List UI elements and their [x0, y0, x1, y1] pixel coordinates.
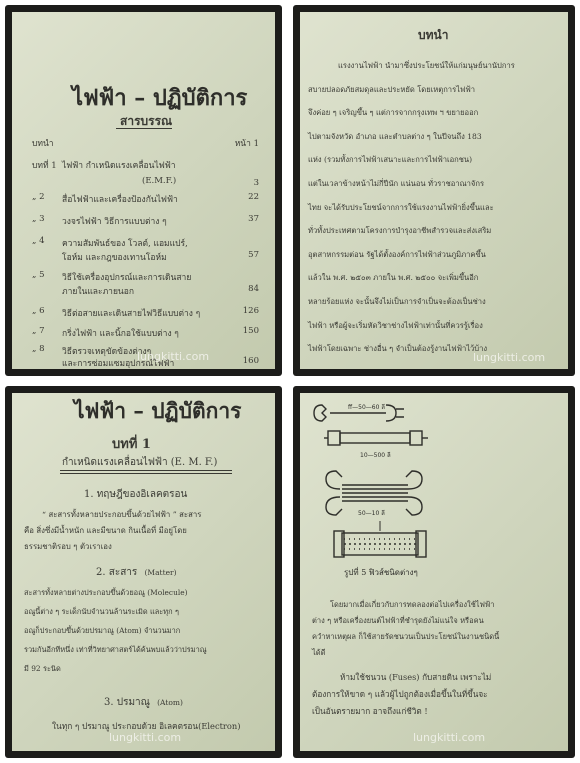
- body-line: แรงงานไฟฟ้า นำมาซึ่งประโยชน์ให้แก่มนุษย์นานัปการ: [338, 61, 515, 70]
- chapter-underline-2: [60, 473, 232, 474]
- body-line: รวมกันอีกทีหนึ่ง เท่าที่วิทยาศาสตร์ได้ค้นพบแล้วว่าปรมาณู: [24, 645, 207, 654]
- body-line: ไปตามจังหวัด อำเภอ และตำบลต่าง ๆ ในปีจนถึง 183: [308, 131, 482, 141]
- body-line: ธรรมชาติรอบ ๆ ตัวเราเอง: [24, 542, 112, 551]
- toc-label-line2: ภายในและภายนอก: [62, 287, 134, 297]
- body-line: แต่ในเวลาข้างหน้าไม่กี่ปีนัก แน่นอน ทั่วราชอาณาจักร: [308, 179, 485, 188]
- toc-label-line2: และการซ่อมแซมอุปกรณ์ไฟฟ้า: [62, 359, 175, 369]
- section-2-title: [96, 565, 177, 580]
- section-3-title: [104, 695, 183, 710]
- fuse-1-label: ff—50—60 ลี: [348, 404, 385, 411]
- toc-number: „ 7: [32, 326, 45, 336]
- body-line: จึงค่อย ๆ เจริญขึ้น ๆ แต่การจากกรุงเทพ ฯ ขยายออก: [308, 108, 479, 118]
- body-line: ไฟฟ้า หรือผู้จะเริ่มหัดวิชาช่างไฟฟ้าเท่านั้นที่ควรรู้เรื่อง: [308, 320, 483, 330]
- body-line: ต่าง ๆ หรือเครื่องยนต์ไฟฟ้าที่ชำรุดยังไม่แน่ใจ หรือคน: [312, 616, 484, 625]
- body-line: โดยมากเมื่อเกี่ยวกับการทดลองต่อไปเครื่องใช้ไฟฟ้า: [330, 600, 495, 609]
- body-line: มี 92 ระนิด: [24, 664, 61, 673]
- toc-label: ไฟฟ้า กำเหนิดแรงเคลื่อนไฟฟ้า: [62, 161, 176, 171]
- toc-label: วิธีใช้เครื่องอุปกรณ์และการเดินสาย: [62, 273, 192, 283]
- toc-page: 37: [248, 214, 259, 224]
- body-line: อณูก็ประกอบขึ้นด้วยปรมาณู (Atom) จำนวนมาก: [24, 626, 181, 635]
- watermark: lungkitti.com: [473, 351, 546, 364]
- page-panel-fuses: [293, 386, 575, 758]
- col-intro: บทนำ: [32, 139, 54, 149]
- toc-page: 150: [242, 326, 259, 336]
- page-panel-introduction: [293, 5, 575, 376]
- toc-label-line2: โอห์ม และกฎของเทานโอห์ม: [62, 253, 167, 263]
- toc-number: „ 6: [32, 306, 45, 316]
- section-2-title-text: 2. สะสาร: [96, 567, 138, 578]
- section-2-english: (Matter): [144, 568, 177, 577]
- toc-page: 22: [248, 192, 259, 202]
- toc-label: ความสัมพันธ์ของ โวลต์, แอมแปร์,: [62, 239, 188, 249]
- toc-number: บทที่ 1: [32, 161, 57, 171]
- col-page: หน้า 1: [234, 139, 259, 149]
- toc-page: 57: [248, 250, 259, 260]
- toc-label: สื่อไฟฟ้าและเครื่องป้องกันไฟฟ้า: [62, 195, 178, 205]
- fuse-2-label: 10—500 ลี: [360, 452, 391, 459]
- toc-row-5: [32, 270, 259, 298]
- toc-row-1: [32, 158, 259, 190]
- body-line: ได้ดี: [312, 648, 326, 657]
- toc-row-4: [32, 236, 259, 264]
- toc-number: „ 2: [32, 192, 45, 202]
- body-line: ไทย จะได้รับประโยชน์จากการใช้แรงงานไฟฟ้ายิ่งขึ้นและ: [308, 202, 494, 212]
- contents-underline: [116, 128, 172, 129]
- paper-contents: [12, 12, 275, 369]
- body-line: อณูนี้ต่าง ๆ ระเด็กนับจำนวนล้านระเมิด และทุก ๆ: [24, 607, 179, 616]
- body-line: ไฟฟ้าโดยเฉพาะ ช่างอื่น ๆ จำเป็นต้องรู้งานไฟฟ้าไว้บ้าง: [308, 344, 488, 354]
- toc-row-3: [32, 214, 259, 230]
- page-panel-chapter-1: [5, 386, 282, 758]
- body-line: เป็นอันตรายมาก อาจถึงแก่ชีวิต !: [312, 706, 428, 716]
- section-3-line: ในทุก ๆ ปรมาณู ประกอบด้วย อิเลคตรอน(Electron): [52, 721, 241, 731]
- intro-heading: บทนำ: [418, 28, 449, 42]
- watermark: lungkitti.com: [137, 350, 210, 363]
- body-line: หลายร้อยแห่ง จะนั้นจึงไม่เป็นการจำเป็นจะต้องเป็นช่าง: [308, 297, 486, 306]
- body-line: แล้วใน พ.ศ. ๒๕๐๓ ภายใน พ.ศ. ๒๕๐๐ จะเพิ่มขึ้นอีก: [308, 273, 479, 283]
- toc-number: „ 5: [32, 270, 45, 280]
- toc-number: „ 4: [32, 236, 45, 246]
- body-line: คือ สิ่งซึ่งมีน้ำหนัก และมีขนาด กินเนื้อที่ มีอยู่โดย: [24, 526, 187, 535]
- body-line: อุตสาหกรรมต่อน รัฐได้ตั้งองค์การไฟฟ้าส่วนภูมิภาคขึ้น: [308, 249, 486, 259]
- fuse-3-label: 50—10 ลี: [358, 510, 385, 517]
- fuse-4-drawing: [334, 531, 426, 557]
- toc-number: „ 8: [32, 344, 45, 354]
- toc-page: 160: [242, 356, 259, 366]
- toc-label: วิธีตรวจเหตุขัดข้องต่างๆ: [62, 347, 152, 357]
- book-title: ไฟฟ้า – ปฏิบัติการ: [74, 398, 242, 423]
- body-line: “ สะสารทั้งหลายประกอบขึ้นด้วยไฟฟ้า ” สะสาร: [42, 510, 202, 519]
- body-line: สบายปลอดภัยสมดุลและประหยัด โดยเหตุการไฟฟ้า: [308, 84, 475, 94]
- chapter-number: บทที่ 1: [112, 437, 151, 452]
- toc-label: วิธีต่อสายและเดินสายไฟวิธีแบบต่าง ๆ: [62, 309, 201, 319]
- section-3-title-text: 3. ปรมาณู: [104, 697, 150, 708]
- toc-row-7: [32, 326, 259, 342]
- book-title: ไฟฟ้า – ปฏิบัติการ: [72, 85, 248, 111]
- fuse-3-drawing: [326, 471, 422, 515]
- body-line: ต้องการให้ขาด ๆ แล้วผู้ไปถูกต้องเมื่อขึ้นในที่ขึ้นจะ: [312, 689, 488, 699]
- page-panel-contents: [5, 5, 282, 376]
- paper-fuses: [300, 393, 568, 751]
- paper-chapter-1: [12, 393, 275, 751]
- toc-label-line2: (E.M.F.): [142, 176, 177, 186]
- toc-label: กริ่งไฟฟ้า และนิ้กอใช้แบบต่าง ๆ: [62, 329, 179, 339]
- chapter-underline: [60, 470, 232, 471]
- fuse-2-drawing: [324, 431, 428, 445]
- toc-label: วงจรไฟฟ้า วิธีการแบบต่าง ๆ: [62, 217, 167, 227]
- contents-heading: สารบรรณ: [120, 114, 173, 128]
- watermark: lungkitti.com: [109, 731, 182, 744]
- toc-row-2: [32, 192, 259, 208]
- body-line: ควำหาเหตุผล ก็ใช้สายรัดชนวนเป็นประโยชน์ในงานชนิดนี้: [312, 632, 500, 641]
- fuse-caption: รูปที่ 5 ฟิวส์ชนิดต่างๆ: [344, 568, 418, 577]
- section-1-title: 1. ทฤษฎีของอิเลคตรอน: [84, 489, 188, 500]
- body-line: ทั่วทั้งประเทศตามโครงการบำรุงอาชีพสำรวจและส่งเสริม: [308, 226, 492, 236]
- toc-row-6: [32, 306, 259, 322]
- fuse-figure: [300, 393, 568, 603]
- watermark: lungkitti.com: [413, 731, 486, 744]
- body-line: สะสารทั้งหลายต่างประกอบขึ้นด้วยอณู (Molecule): [24, 588, 188, 597]
- body-line: แห่ง (รวมทั้งการไฟฟ้าเสนาะและการไฟฟ้าเอกชน): [308, 155, 473, 165]
- toc-number: „ 3: [32, 214, 45, 224]
- toc-page: 84: [248, 284, 259, 294]
- paper-introduction: [300, 12, 568, 369]
- toc-page: 3: [253, 178, 259, 188]
- chapter-subtitle: กำเหนิดแรงเคลื่อนไฟฟ้า (E. M. F.): [62, 457, 218, 468]
- toc-page: 126: [242, 306, 259, 316]
- section-3-english: (Atom): [157, 698, 183, 707]
- body-line: ห้ามใช้ชนวน (Fuses) กับสายดิน เพราะไม่: [340, 672, 492, 682]
